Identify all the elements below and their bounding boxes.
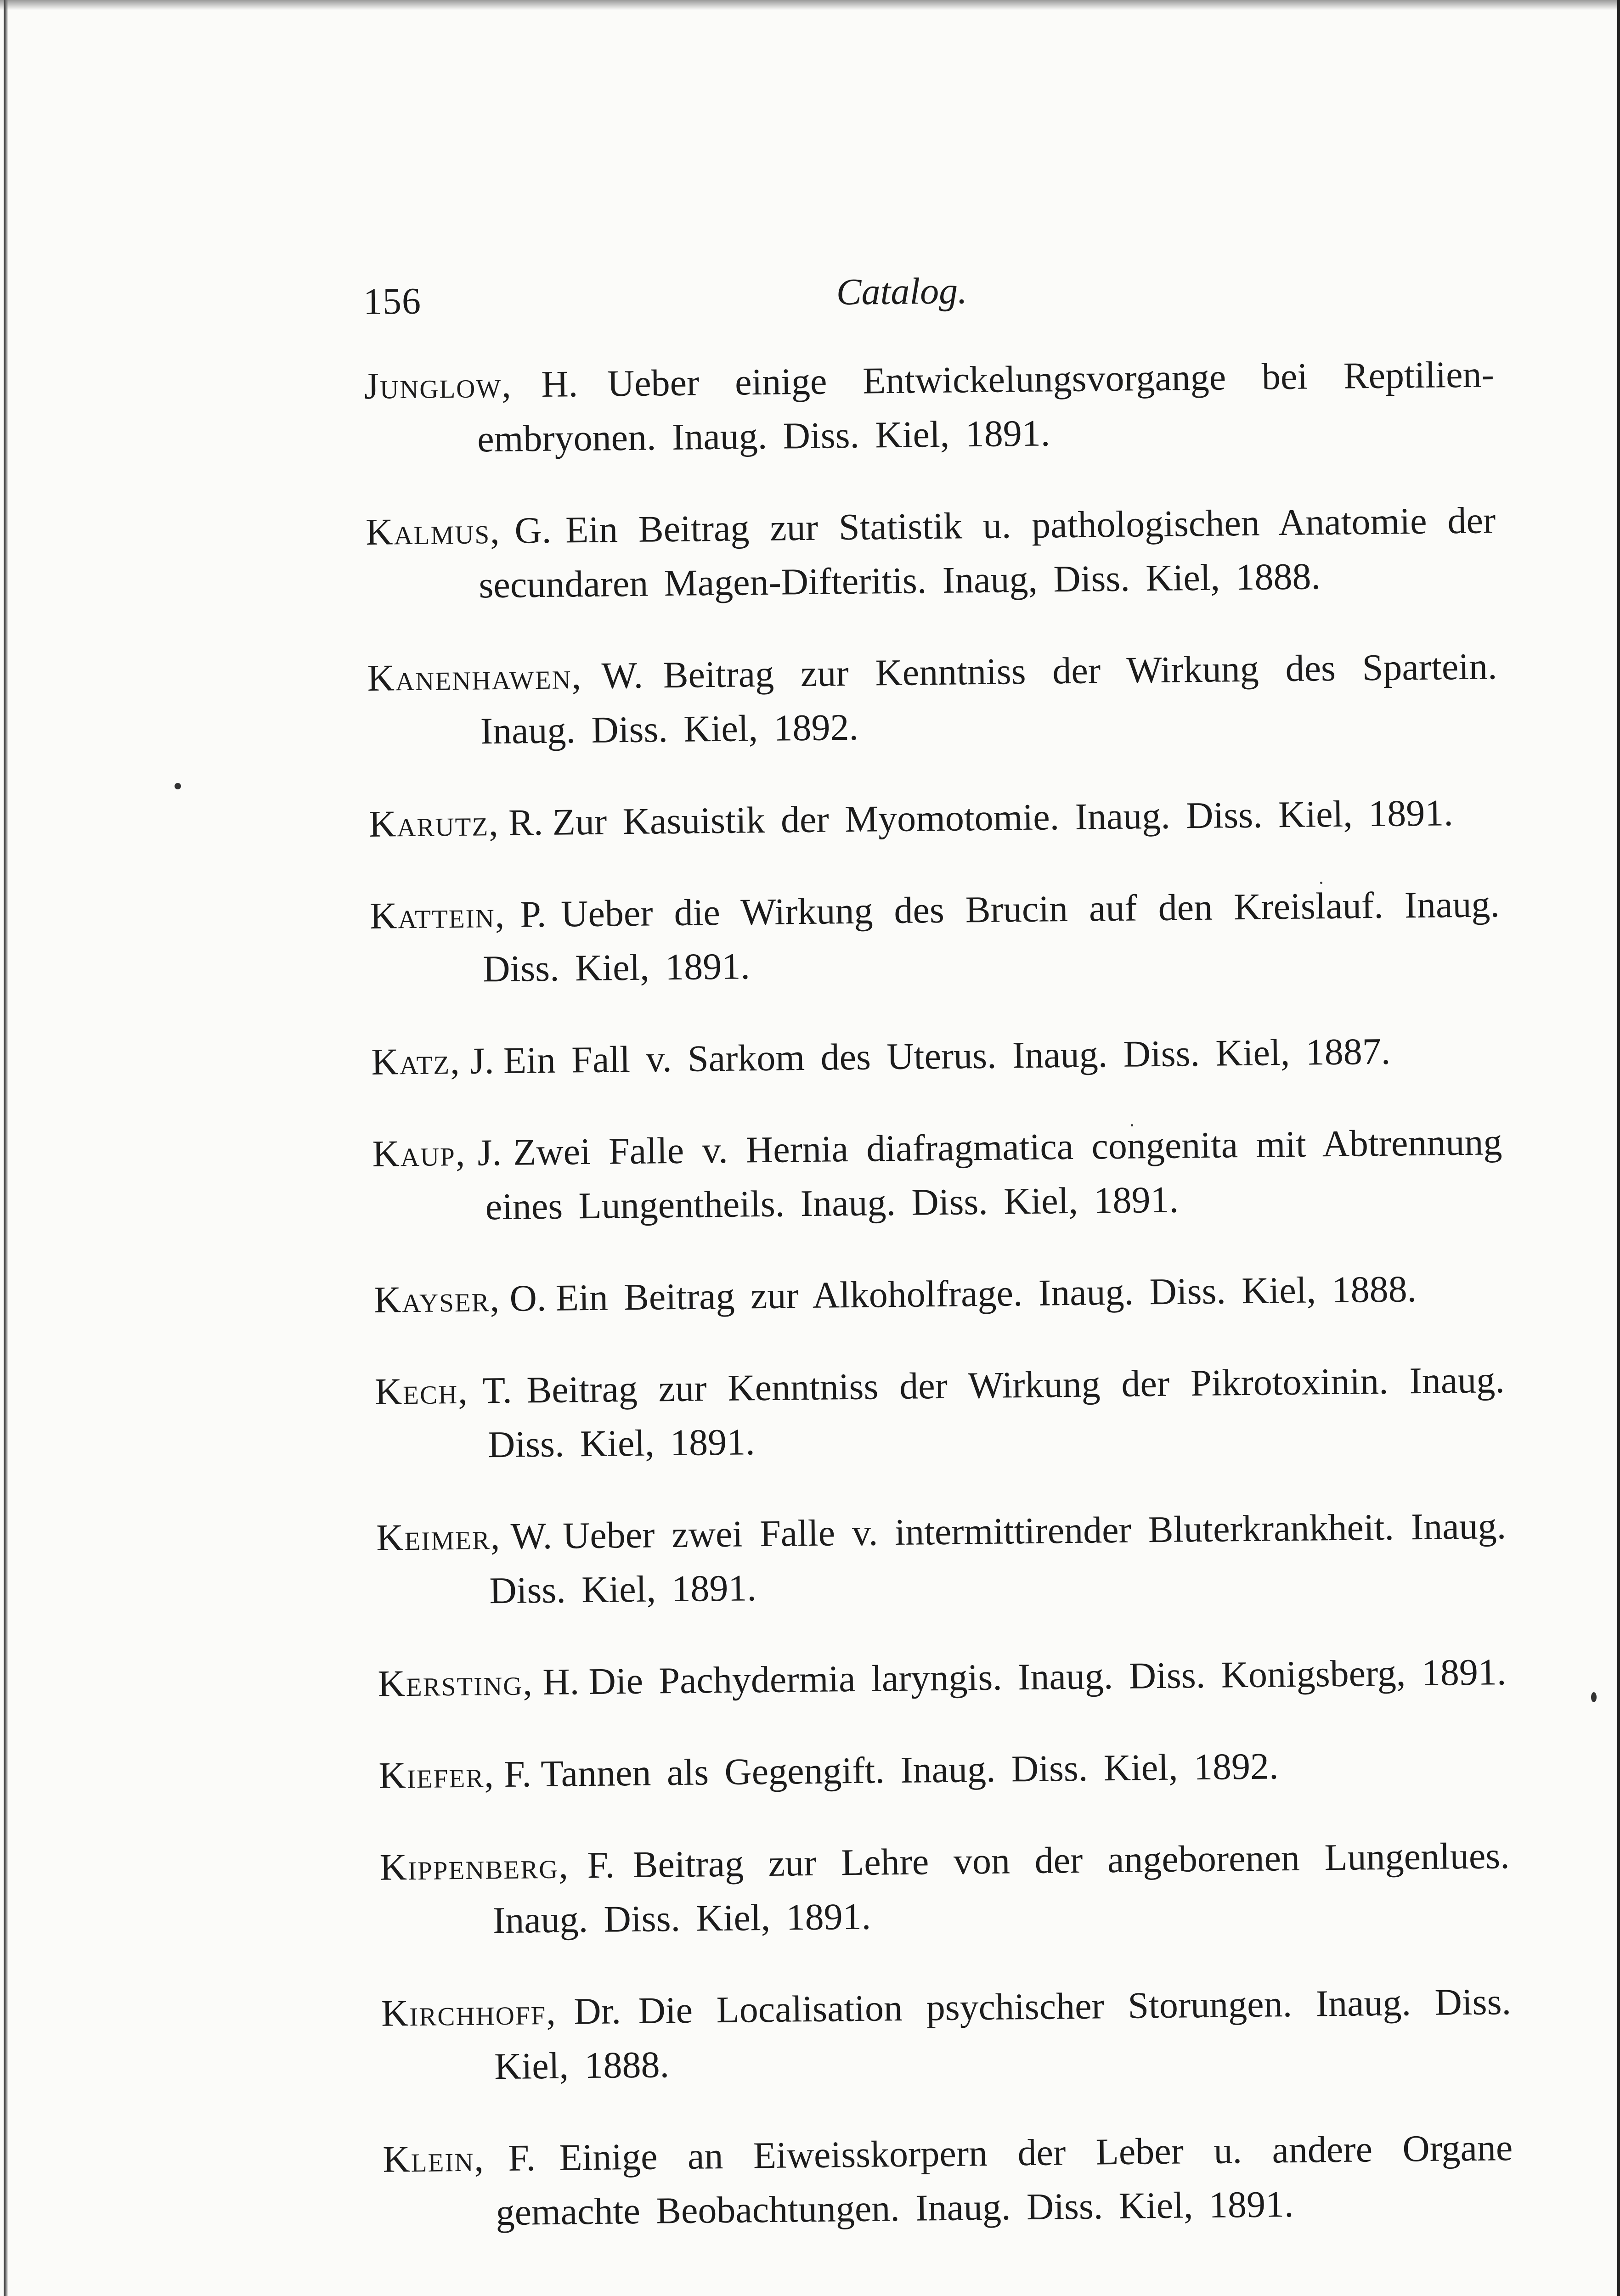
catalog-entry <box>366 493 1496 613</box>
entry-initial: J. <box>469 1040 494 1082</box>
entry-author: Kaup, <box>372 1131 466 1175</box>
entry-initial: P. <box>519 893 547 935</box>
entry-author: Keimer, <box>376 1515 501 1559</box>
catalog-entry <box>376 1499 1507 1619</box>
entry-initial: F. <box>587 1844 615 1886</box>
scan-speck <box>1591 1692 1597 1702</box>
entry-initial: W. <box>510 1514 553 1557</box>
entry-title: Die Localisation psychischer Storungen. Inaug. Diss. Kiel, 1888. <box>494 1981 1512 2088</box>
catalog-text-block <box>363 245 1514 2268</box>
entry-initial: H. <box>542 1660 580 1703</box>
catalog-entry <box>381 1975 1512 2095</box>
entry-title: Ein Fall v. Sarkom des Uterus. Inaug. Diss. Kiel, 1887. <box>503 1030 1391 1081</box>
entry-author: Kalmus, <box>365 509 501 553</box>
entry-initial: H. <box>541 363 578 405</box>
catalog-entry <box>371 1023 1501 1089</box>
entry-initial: W. <box>601 654 643 697</box>
catalog-entry <box>379 1829 1510 1949</box>
entry-author: Klein, <box>382 2137 485 2180</box>
entry-title: Zwei Falle v. Hernia diafragmatica congenita mit Abtrennung eines Lungentheils. Inaug. Diss. Kiel, 1891. <box>485 1121 1502 1228</box>
entry-author: Kech, <box>374 1369 469 1412</box>
entry-author: Kayser, <box>373 1277 501 1321</box>
catalog-entries <box>364 347 1513 2241</box>
entry-author: Kiefer, <box>378 1753 495 1796</box>
catalog-entry <box>367 639 1498 760</box>
catalog-entry <box>378 1645 1508 1711</box>
entry-author: Kersting, <box>378 1661 534 1705</box>
entry-initial: F. <box>508 2137 536 2179</box>
catalog-entry <box>364 347 1495 467</box>
entry-author: Junglow, <box>364 363 513 407</box>
entry-title: Ein Beitrag zur Statistik u. pathologischen Anatomie der secundaren Magen-Difteritis. Inaug, Diss. Kiel, 1888. <box>479 499 1496 606</box>
page-number: 156 <box>363 280 422 322</box>
entry-author: Kanenhawen, <box>367 655 582 699</box>
page-top-edge <box>0 0 1620 10</box>
catalog-entry <box>369 877 1500 997</box>
entry-initial: J. <box>477 1131 502 1174</box>
catalog-entry <box>373 1261 1504 1327</box>
page-right-edge <box>1617 0 1620 2296</box>
entry-author: Karutz, <box>368 801 500 845</box>
entry-author: Kattein, <box>369 893 506 937</box>
running-title: Catalog. <box>836 270 968 313</box>
entry-initial: Dr. <box>573 1990 621 2032</box>
entry-author: Kippenberg, <box>379 1844 570 1888</box>
entry-author: Kirchhoff, <box>381 1990 557 2034</box>
catalog-entry <box>383 2121 1513 2241</box>
entry-title: Beitrag zur Kenntniss der Wirkung des Spartein. Inaug. Diss. Kiel, 1892. <box>480 645 1497 752</box>
entry-title: Beitrag zur Kenntniss der Wirkung der Pikrotoxinin. Inaug. Diss. Kiel, 1891. <box>487 1359 1505 1466</box>
catalog-entry <box>374 1353 1505 1473</box>
entry-title: Tannen als Gegengift. Inaug. Diss. Kiel, 1892. <box>540 1745 1279 1795</box>
entry-title: Einige an Eiweisskorpern der Leber u. andere Organe gemachte Beobachtungen. Inaug. Diss. Kiel, 1891. <box>496 2127 1513 2234</box>
entry-title: Ueber die Wirkung des Brucin auf den Kreislauf. Inaug. Diss. Kiel, 1891. <box>482 883 1500 990</box>
catalog-entry <box>378 1737 1509 1803</box>
entry-initial: F. <box>503 1753 532 1795</box>
entry-initial: R. <box>508 801 543 844</box>
entry-title: Zur Kasuistik der Myomotomie. Inaug. Diss. Kiel, 1891. <box>552 792 1454 843</box>
entry-initial: O. <box>509 1277 547 1319</box>
entry-title: Ueber einige Entwickelungsvorgange bei Reptilien-embryonen. Inaug. Diss. Kiel, 1891. <box>477 353 1495 460</box>
catalog-entry <box>368 785 1499 851</box>
entry-title: Ein Beitrag zur Alkoholfrage. Inaug. Diss. Kiel, 1888. <box>555 1268 1417 1319</box>
entry-title: Beitrag zur Lehre von der angeborenen Lungenlues. Inaug. Diss. Kiel, 1891. <box>492 1835 1510 1941</box>
entry-title: Die Pachydermia laryngis. Inaug. Diss. Konigsberg, 1891. <box>588 1651 1507 1703</box>
entry-initial: G. <box>514 509 552 551</box>
entry-author: Katz, <box>371 1040 461 1083</box>
catalog-entry <box>372 1115 1503 1235</box>
page-left-edge <box>4 0 8 2296</box>
scan-speck <box>175 783 181 789</box>
running-head <box>363 245 1493 321</box>
entry-title: Ueber zwei Falle v. intermittirender Bluterkrankheit. Inaug. Diss. Kiel, 1891. <box>489 1505 1507 1612</box>
entry-initial: T. <box>482 1369 513 1412</box>
